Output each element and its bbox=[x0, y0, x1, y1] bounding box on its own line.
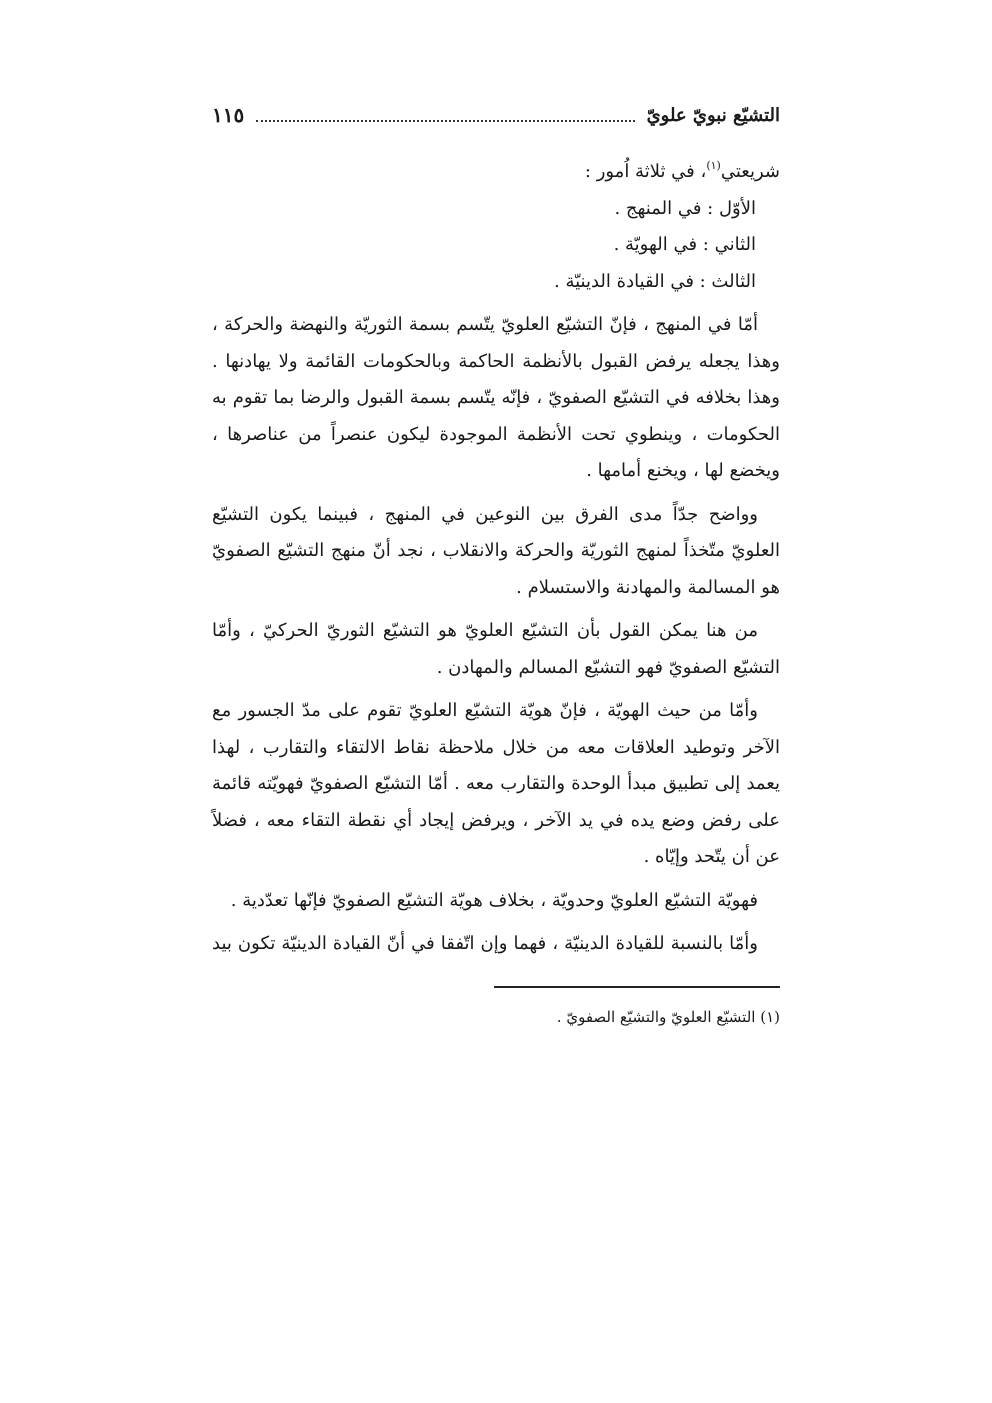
running-title: التشيّع نبويّ علويّ bbox=[646, 104, 780, 126]
intro-rest: ، في ثلاثة اُمور : bbox=[584, 161, 707, 182]
page-number: ١١٥ bbox=[212, 103, 245, 127]
footnote: (١) التشيّع العلويّ والتشيّع الصفويّ . bbox=[556, 1008, 780, 1026]
list-item-first: الأوّل : في المنهج . bbox=[614, 197, 756, 219]
dotted-leader bbox=[256, 120, 634, 122]
paragraph-identity-summary: فهويّة التشيّع العلويّ وحدويّة ، بخلاف هويّة التشيّع الصفويّ فإنّها تعدّدية . bbox=[230, 889, 758, 911]
list-item-second: الثاني : في الهويّة . bbox=[613, 234, 756, 255]
paragraph-leadership: وأمّا بالنسبة للقيادة الدينيّة ، فهما وإن اتّفقا في أنّ القيادة الدينيّة تكون بيد bbox=[212, 933, 758, 954]
paragraph-method: أمّا في المنهج ، فإنّ التشيّع العلويّ يتّسم بسمة الثوريّة والنهضة والحركة ، وهذا يجعله يرفض القبول بالأنظمة الحاكمة وبالحكومات القائمة ولا يهادنها . وهذا بخلافه في التشيّع الصفويّ ، فإنّه يتّسم بسمة القبول والرضا بما تقوم به الحكومات ، وينطوي تحت الأنظمة الموجودة ليكون عنصراً من عناصرها ، ويخضع لها ، ويخنع أمامها . bbox=[212, 314, 780, 481]
footnote-separator bbox=[494, 986, 780, 988]
paragraph-conclusion: من هنا يمكن القول بأن التشيّع العلويّ هو التشيّع الثوريّ الحركيّ ، وأمّا التشيّع الصفويّ فهو التشيّع المسالم والمهادن . bbox=[212, 620, 780, 678]
paragraph-method-difference: وواضح جدّاً مدى الفرق بين النوعين في المنهج ، فبينما يكون التشيّع العلويّ متّخذاً لمنهج الثوريّة والحركة والانقلاب ، نجد أنّ منهج التشيّع الصفويّ هو المسالمة والمهادنة والاستسلام . bbox=[212, 503, 780, 598]
page-header bbox=[212, 98, 780, 132]
main-text bbox=[212, 148, 780, 970]
intro-word: شريعتي bbox=[720, 161, 780, 182]
intro-line bbox=[212, 148, 780, 191]
footnote-reference: (١) bbox=[706, 159, 721, 172]
paragraph-identity: وأمّا من حيث الهويّة ، فإنّ هويّة التشيّع العلويّ تقوم على مدّ الجسور مع الآخر وتوطيد العلاقات معه من خلال ملاحظة نقاط الالتقاء والتقارب ، لهذا يعمد إلى تطبيق مبدأ الوحدة والتقارب معه . أمّا التشيّع الصفويّ فهويّته قائمة على رفض وضع يده في يد الآخر ، ويرفض إيجاد أي نقطة التقاء معه ، فضلاً عن أن يتّحد وإيّاه . bbox=[212, 700, 780, 867]
list-item-third: الثالث : في القيادة الدينيّة . bbox=[554, 270, 756, 292]
